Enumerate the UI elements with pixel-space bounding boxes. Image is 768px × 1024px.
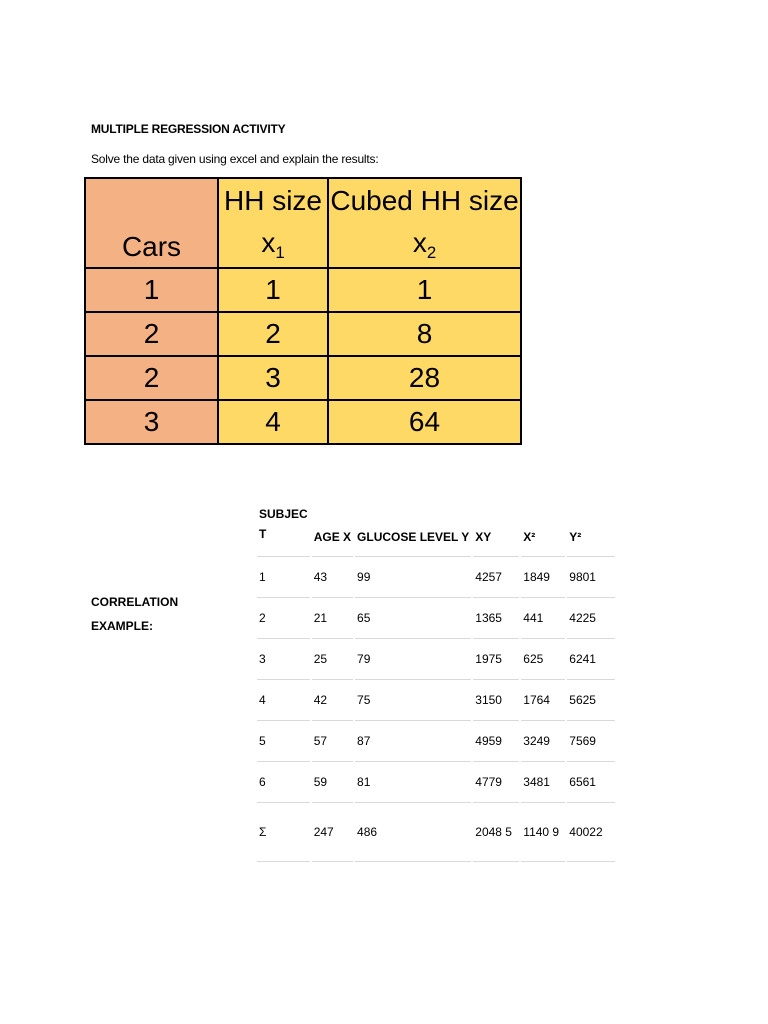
table-cell: 247 <box>312 803 353 862</box>
table-cell: 75 <box>355 680 471 721</box>
table-cell: 57 <box>312 721 353 762</box>
table-cell: 59 <box>312 762 353 803</box>
table-cell: 1849 <box>521 557 565 598</box>
table-cell: 5625 <box>567 680 615 721</box>
hh-size-cell: 3 <box>218 356 328 400</box>
table-cell: 625 <box>521 639 565 680</box>
xy-header: XY <box>473 498 519 557</box>
correlation-header-row <box>257 498 615 557</box>
instructions: Solve the data given using excel and explain the results: <box>91 152 379 166</box>
cubed-hh-size-header: Cubed HH size $x_2$ <box>328 178 521 268</box>
cubed-hh-size-cell: 1 <box>328 268 521 312</box>
table-cell: 3249 <box>521 721 565 762</box>
subject-header: SUBJEC T <box>257 498 310 557</box>
correlation-label <box>91 590 178 638</box>
table-cell: 4959 <box>473 721 519 762</box>
table-cell: 3150 <box>473 680 519 721</box>
y-squared-header: Y² <box>567 498 615 557</box>
table-row <box>257 598 615 639</box>
table-row <box>257 762 615 803</box>
table-cell: 1764 <box>521 680 565 721</box>
cars-cell: 3 <box>85 400 218 444</box>
glucose-header: GLUCOSE LEVEL Y <box>355 498 471 557</box>
table-cell: 4 <box>257 680 310 721</box>
table-cell: 486 <box>355 803 471 862</box>
table-row <box>257 639 615 680</box>
table-cell: 81 <box>355 762 471 803</box>
table-row <box>85 312 521 356</box>
correlation-table <box>255 498 617 862</box>
table-cell: 4779 <box>473 762 519 803</box>
cars-cell: 1 <box>85 268 218 312</box>
hh-size-cell: 2 <box>218 312 328 356</box>
table-cell: 441 <box>521 598 565 639</box>
table-cell: 65 <box>355 598 471 639</box>
table-cell: 5 <box>257 721 310 762</box>
cars-cell: 2 <box>85 312 218 356</box>
table-cell: 6241 <box>567 639 615 680</box>
table-cell: 2048 5 <box>473 803 519 862</box>
cubed-hh-size-cell: 64 <box>328 400 521 444</box>
cubed-hh-size-cell: 28 <box>328 356 521 400</box>
table-cell: 3 <box>257 639 310 680</box>
table-row <box>257 721 615 762</box>
table-row <box>85 356 521 400</box>
table-cell: 1975 <box>473 639 519 680</box>
table-cell: 2 <box>257 598 310 639</box>
table-cell: 1365 <box>473 598 519 639</box>
page-title: MULTIPLE REGRESSION ACTIVITY <box>91 122 286 136</box>
table-row <box>85 268 521 312</box>
cars-cell: 2 <box>85 356 218 400</box>
table-row <box>257 680 615 721</box>
cars-header: Cars <box>85 178 218 268</box>
regression-header-row <box>85 178 521 268</box>
table-cell: 1 <box>257 557 310 598</box>
table-cell: 6561 <box>567 762 615 803</box>
table-cell: 42 <box>312 680 353 721</box>
table-cell: 6 <box>257 762 310 803</box>
regression-table <box>84 177 522 445</box>
sum-row <box>257 803 615 862</box>
table-cell: 4225 <box>567 598 615 639</box>
table-cell: 79 <box>355 639 471 680</box>
table-cell: 1140 9 <box>521 803 565 862</box>
table-cell: 25 <box>312 639 353 680</box>
hh-size-cell: 1 <box>218 268 328 312</box>
hh-size-cell: 4 <box>218 400 328 444</box>
correlation-label-line1: CORRELATION <box>91 595 179 609</box>
x-squared-header: X² <box>521 498 565 557</box>
table-cell: 99 <box>355 557 471 598</box>
age-header: AGE X <box>312 498 353 557</box>
correlation-label-line2: EXAMPLE: <box>91 619 154 633</box>
table-cell: 43 <box>312 557 353 598</box>
table-cell: 7569 <box>567 721 615 762</box>
hh-size-header: HH size $x_1$ <box>218 178 328 268</box>
cubed-hh-size-cell: 8 <box>328 312 521 356</box>
table-cell: 4257 <box>473 557 519 598</box>
table-row <box>85 400 521 444</box>
table-cell: 9801 <box>567 557 615 598</box>
table-row <box>257 557 615 598</box>
table-cell: 40022 <box>567 803 615 862</box>
table-cell: 21 <box>312 598 353 639</box>
table-cell: 3481 <box>521 762 565 803</box>
sum-symbol: Σ <box>257 803 310 862</box>
table-cell: 87 <box>355 721 471 762</box>
